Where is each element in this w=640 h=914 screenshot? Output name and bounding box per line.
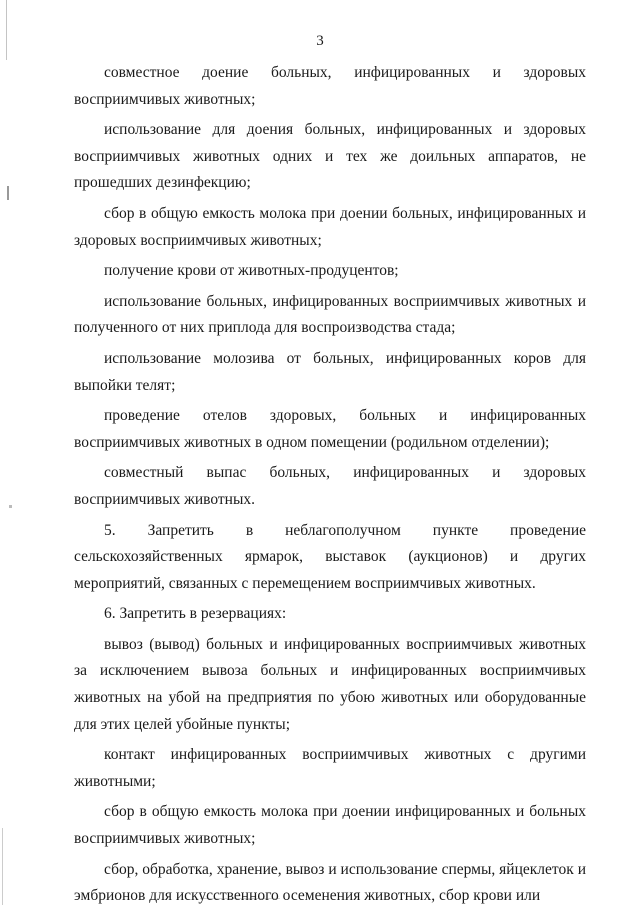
paragraph-breeding-use: использование больных, инфицированных восприимчивых животных и полученного от них приплода для воспроизводства стада; [74, 292, 586, 337]
paragraph-export-ban: вывоз (вывод) больных и инфицированных восприимчивых животных за исключением вывоза больных и инфицированных восприимчивых животных на убой на предприятия по убою животных или оборудованные для этих целей убойные пункты; [74, 635, 586, 733]
scan-artifact-base [200, 898, 280, 899]
paragraph-calving: проведение отелов здоровых, больных и инфицированных восприимчивых животных в одном помещении (родильном отделении); [74, 407, 586, 451]
scan-artifact-bottom [2, 828, 3, 905]
paragraph-joint-grazing: совместный выпас больных, инфицированных и здоровых восприимчивых животных. [74, 464, 586, 508]
scan-artifact-low [9, 505, 12, 508]
paragraph-item-6: 6. Запретить в резервациях: [104, 605, 287, 623]
paragraph-colostrum-use: использование молозива от больных, инфицированных коров для выпойки телят; [74, 349, 586, 394]
paragraph-milk-container-reservation: сбор в общую емкость молока при доении инфицированных и больных восприимчивых животных; [74, 803, 586, 848]
paragraph-item-5: 5. Запретить в неблагополучном пункте проведение сельскохозяйственных ярмарок, выставок (аукционов) и других мероприятий, связанных с перемещением восприимчивых животных. [74, 521, 586, 592]
scan-artifact-top [6, 0, 7, 60]
scan-artifact-mid [7, 186, 9, 200]
paragraph-sperm-embryos: сбор, обработка, хранение, вывоз и использование спермы, яйцеклеток и эмбрионов для искусственного осеменения животных, сбор крови или [74, 860, 586, 905]
page-number: 3 [316, 33, 324, 49]
paragraph-blood-collection: получение крови от животных-продуцентов; [104, 262, 399, 280]
paragraph-joint-milking: совместное доение больных, инфицированных и здоровых восприимчивых животных; [74, 64, 586, 108]
paragraph-contact-ban: контакт инфицированных восприимчивых животных с другими животными; [74, 746, 586, 790]
document-body [74, 60, 586, 914]
paragraph-common-milk-container: сбор в общую емкость молока при доении больных, инфицированных и здоровых восприимчивых животных; [74, 204, 586, 249]
paragraph-shared-milking-machines: использование для доения больных, инфицированных и здоровых восприимчивых животных одних и тех же доильных аппаратов, не прошедших дезинфекцию; [74, 121, 586, 192]
